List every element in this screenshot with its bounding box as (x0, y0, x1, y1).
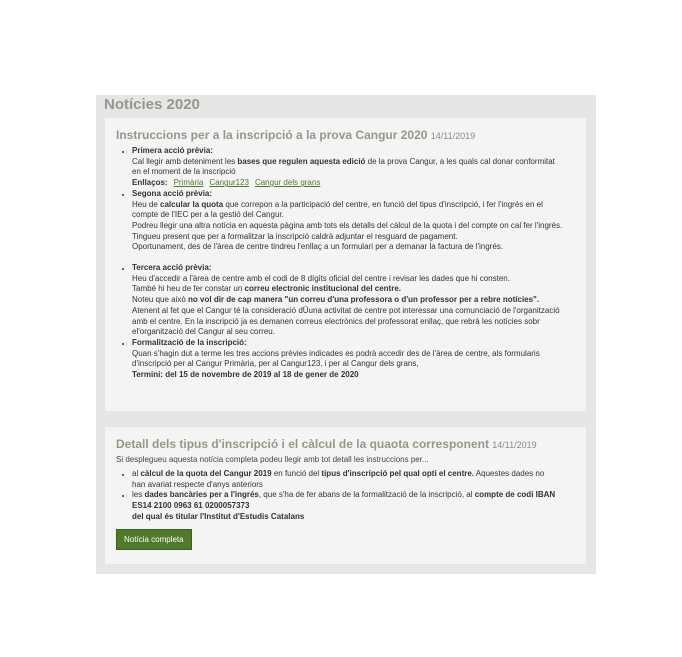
action-text: Heu de calcular la quota que correpon a la participació del centre, en funció del tipus d'inscripció, i fer l'ingrés en el (132, 199, 543, 209)
news-date: 14/11/2019 (430, 131, 476, 141)
action-text: Atenent al fet que el Cangur té la consideració dÜuna activitat de centre pot interessar una comunciació de l'organització (132, 305, 560, 315)
action-text: Tingueu present que per a formalitzar la inscripció caldrà adjuntar el resguard de pagament. (132, 231, 458, 241)
link-cangur123[interactable]: Cangur123 (209, 178, 249, 188)
action-text: Quan s'hagin dut a terme les tres accions prèvies indicades es podrà accedir des de l'àrea de centre, als formularis (132, 348, 540, 358)
account-holder-text: del qual és titular l'Institut d'Estudis Catalans (132, 511, 305, 521)
action-heading: • Tercera acció prèvia: (132, 263, 212, 273)
news-title-text[interactable]: Instruccions per a la inscripció a la prova Cangur 2020 (116, 128, 428, 142)
deadline-text: Termini: del 15 de novembre de 2019 al 18 de gener de 2020 (132, 370, 359, 380)
fee-list (116, 469, 576, 523)
news-card-inscription (105, 118, 586, 411)
news-title[interactable] (116, 127, 576, 144)
list-item (132, 490, 576, 522)
bank-text: • les dades bancàries per a l'ingrés, que s'ha de fer abans de la formalització de la inscripció, al compte de codi IBAN (132, 490, 556, 500)
link-cangur-dels-grans[interactable]: Cangur dels grans (254, 178, 321, 188)
links-label: Enllaços: (132, 178, 168, 188)
link-primaria[interactable]: Primària (173, 178, 204, 188)
action-text: compte de l'IEC per a la gestió del Cangur. (132, 210, 284, 220)
list-item (132, 189, 576, 263)
news-title-text[interactable]: Detall dels tipus d'inscripció i el càlcul de la quaota corresponent (116, 437, 489, 451)
fee-text: • al càlcul de la quota del Cangur 2019 en funció del tipus d'inscripció pel qual opti el centre. Aquestes dades no (132, 469, 545, 478)
action-text: Heu d'accedir a l'àrea de centre amb el codi de 8 dígits oficial del centre i revisar les dades que hi consten. (132, 273, 510, 283)
action-text: Podreu llegir una altra notícia en aquesta pàgina amb tots els detalls del càlcul de la quota i del compte on cal fer l'ingrés. (132, 220, 563, 230)
news-title[interactable] (116, 436, 576, 453)
action-text: Oportunament, des de l'àrea de centre tindreu l'enllaç a un formulari per a demanar la factura de l'ingrés. (132, 242, 504, 252)
action-heading: • Segona acció prèvia: (132, 188, 213, 198)
news-date: 14/11/2019 (492, 440, 537, 450)
action-text: També hi heu de fer constar un correu electronic institucional del centre. (132, 284, 402, 294)
fee-text: han avariat respecte d'anys anteriors (132, 479, 263, 489)
action-text: d'inscripció per al Cangur Primària, per al Cangur123, i per al Cangur dels grans, (132, 359, 419, 369)
news-card-fees (105, 427, 586, 564)
links-row (132, 178, 576, 189)
iban-text: ES14 2100 0963 61 0200057373 (132, 501, 250, 511)
action-text: Noteu que això no vol dir de cap manera "un correu d'una professora o d'un professor per a rebre notícies". (132, 295, 540, 305)
action-list (116, 146, 576, 381)
list-item (132, 469, 576, 490)
action-heading: • Primera acció prèvia: (132, 146, 213, 155)
action-text: el'organització del Cangur al seu correu. (132, 327, 275, 337)
full-news-button[interactable]: Notícia completa (116, 529, 192, 550)
action-text: en el moment de la inscripció (132, 167, 236, 177)
list-item (132, 146, 576, 189)
action-heading: • Formalització de la inscripció: (132, 337, 247, 347)
news-intro: Si desplegueu aquesta notícia completa podeu llegir amb tot detall les instruccions per... (116, 455, 429, 464)
news-panel (96, 95, 596, 574)
action-text: amb el centre. En la inscripció ja es demanen correus electrònics del professorat enllaç, que rebrà les notícies sobr (132, 316, 540, 326)
list-item (132, 338, 576, 381)
list-item (132, 263, 576, 338)
action-text: Cal llegir amb deteniment les bases que regulen aquesta edició de la prova Cangur, a les quals cal donar conformitat (132, 156, 555, 166)
page-title: Notícies 2020 (104, 96, 200, 113)
